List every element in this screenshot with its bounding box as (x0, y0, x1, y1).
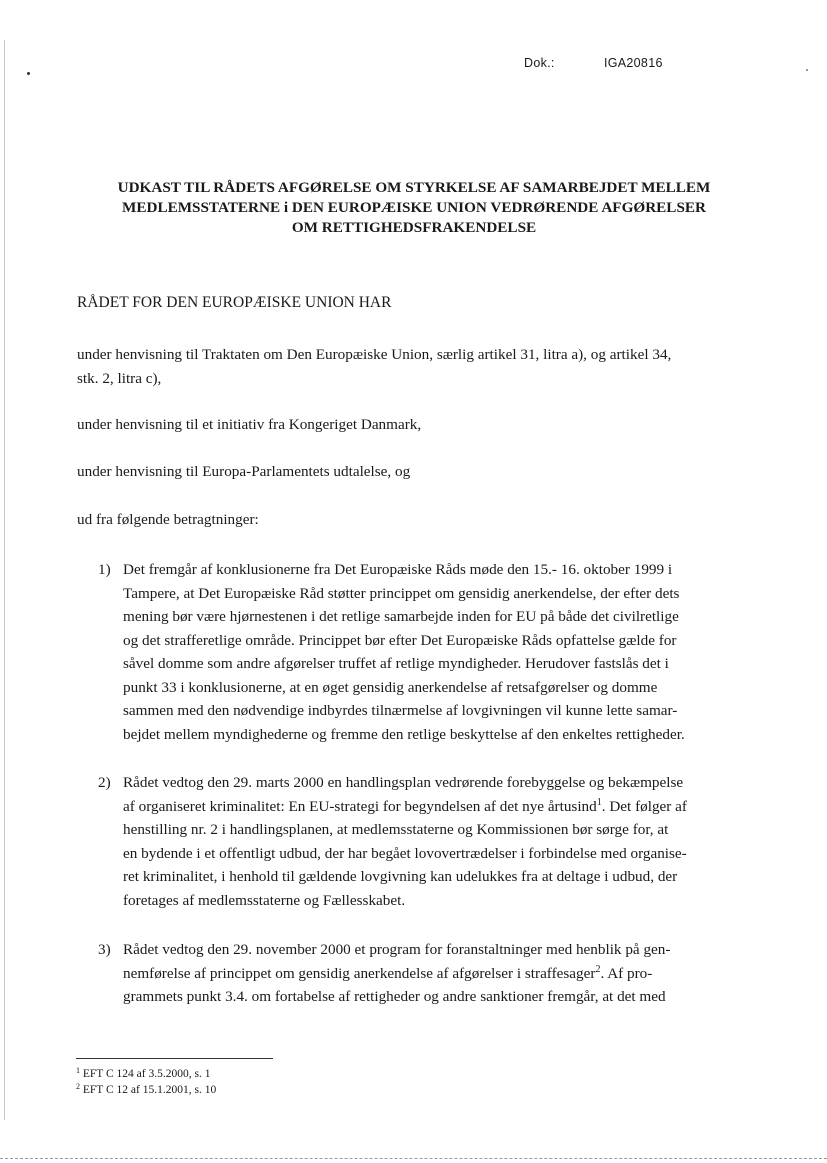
item-line: og det strafferetlige område. Princippet bør efter Det Europæiske Råds opfattelse gælde for (123, 631, 677, 649)
footnote-number: 2 (76, 1082, 80, 1091)
title-line: MEDLEMSSTATERNE i DEN EUROPÆISKE UNION VEDRØRENDE AFGØRELSER (122, 199, 706, 216)
item-line: foretages af medlemsstaterne og Fællesskabet. (123, 891, 406, 909)
recital-line: under henvisning til Europa-Parlamentets udtalelse, og (77, 463, 411, 480)
recital-initiative (77, 413, 757, 437)
title-line: UDKAST TIL RÅDETS AFGØRELSE OM STYRKELSE AF SAMARBEJDET MELLEM (117, 179, 711, 196)
recital-line: stk. 2, litra c), (77, 370, 162, 387)
item-line: sammen med den nødvendige indbyrdes tilnærmelse af lovgivningen vil kunne lette samar- (123, 702, 678, 719)
scan-bottom-edge (0, 1158, 827, 1159)
item-line: henstilling nr. 2 i handlingsplanen, at medlemsstaterne og Kommissionen bør sørge for, at (123, 821, 669, 838)
footnote (76, 1082, 216, 1098)
document-reference (524, 56, 663, 70)
recital-treaty (77, 343, 757, 391)
document-title (60, 178, 768, 238)
recital-line: under henvisning til et initiativ fra Kongeriget Danmark, (77, 416, 422, 433)
item-body (123, 771, 687, 912)
item-line-text: nemførelse af princippet om gensidig anerkendelse af afgørelser i straffesager (123, 964, 596, 982)
footnote (76, 1066, 216, 1082)
item-line: bejdet mellem myndighederne og fremme den retlige beskyttelse af den enkeltes rettigheder. (123, 725, 685, 743)
item-body (123, 558, 685, 746)
item-line: Tampere, at Det Europæiske Råd støtter princippet om gensidig anerkendelse, der efter dets (123, 584, 680, 602)
item-number: 1) (98, 561, 111, 578)
recital-considerations (77, 508, 757, 532)
footnote-marker: 1 (596, 796, 602, 808)
footnote-text: EFT C 124 af 3.5.2000, s. 1 (82, 1068, 211, 1080)
item-body (123, 938, 670, 1009)
footnotes (76, 1066, 216, 1098)
item-number: 2) (98, 774, 111, 791)
council-heading: RÅDET FOR DEN EUROPÆISKE UNION HAR (77, 294, 392, 311)
item-line: Det fremgår af konklusionerne fra Det Europæiske Råds møde den 15.- 16. oktober 1999 i (123, 561, 673, 578)
scan-speck (27, 72, 30, 75)
title-line: OM RETTIGHEDSFRAKENDELSE (291, 219, 537, 236)
item-line: punkt 33 i konklusionerne, at en øget gensidig anerkendelse af retsafgørelser og domme (123, 678, 658, 696)
doc-label: Dok.: (524, 56, 555, 70)
footnote-text: EFT C 12 af 15.1.2001, s. 10 (82, 1084, 217, 1096)
footnote-number: 1 (76, 1066, 80, 1075)
item-line (123, 962, 670, 986)
item-line-tail: . Det følger af (601, 797, 687, 815)
recital-line: under henvisning til Traktaten om Den Europæiske Union, særlig artikel 31, litra a), og artikel 34, (77, 346, 672, 363)
scan-speck (806, 69, 808, 71)
recital-parliament (77, 460, 757, 484)
item-line: mening bør være hjørnestenen i det retlige samarbejde inden for EU på både det civilretlige (123, 608, 679, 625)
doc-number: IGA20816 (604, 56, 663, 70)
item-line-tail: . Af pro- (600, 964, 653, 982)
footnote-separator (76, 1058, 273, 1059)
item-line-text: af organiseret kriminalitet: En EU-strategi for begyndelsen af det nye årtusind (123, 797, 597, 815)
scan-edge-line (4, 40, 5, 1120)
item-line: såvel domme som andre afgørelser truffet af retlige myndigheder. Herudover fastslås det i (123, 655, 669, 672)
item-number: 3) (98, 941, 111, 958)
item-line: grammets punkt 3.4. om fortabelse af rettigheder og andre sanktioner fremgår, at det med (123, 988, 666, 1005)
recital-line: ud fra følgende betragtninger: (77, 511, 259, 528)
item-line: en bydende i et offentligt udbud, der har begået lovovertrædelser i forbindelse med organise- (123, 844, 687, 862)
item-line: Rådet vedtog den 29. november 2000 et program for foranstaltninger med henblik på gen- (123, 941, 671, 958)
footnote-marker: 2 (595, 963, 601, 975)
item-line: Rådet vedtog den 29. marts 2000 en handlingsplan vedrørende forebyggelse og bekæmpelse (123, 774, 684, 791)
item-line: ret kriminalitet, i henhold til gældende lovgivning kan udelukkes fra at deltage i udbud, der (123, 868, 678, 885)
item-line (123, 795, 687, 819)
